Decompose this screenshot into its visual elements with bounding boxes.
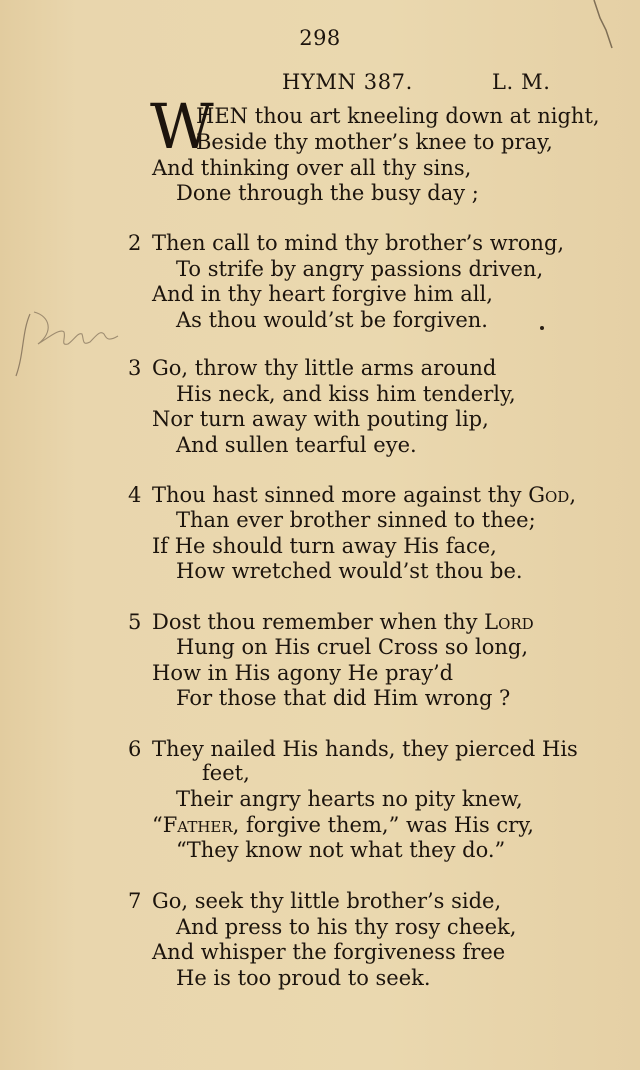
verse-number: 5: [128, 610, 142, 634]
verse-3-line-1: Go, throw thy little arms around: [152, 356, 497, 380]
verse-1-line-3: And thinking over all thy sins,: [152, 156, 472, 180]
verse-3-line-3: Nor turn away with pouting lip,: [152, 407, 489, 431]
page-number: 298: [299, 26, 341, 50]
verse-6-line-4: “They know not what they do.”: [176, 838, 506, 862]
page-corner-mark: [590, 0, 630, 60]
verse-3-line-4: And sullen tearful eye.: [176, 433, 417, 457]
verse-4-line-2: Than ever brother sinned to thee;: [176, 508, 536, 532]
verse-1-line-4: Done through the busy day ;: [176, 181, 479, 205]
verse-7-line-1: Go, seek thy little brother’s side,: [152, 889, 502, 913]
hymn-heading: HYMN 387.: [282, 70, 413, 94]
verse-6-line-1: They nailed His hands, they pierced His: [152, 737, 578, 761]
verse-number: 4: [128, 483, 142, 507]
verse-2-line-4: As thou would’st be forgiven.: [176, 308, 488, 332]
verse-5-line-1: Dost thou remember when thy Lord: [152, 610, 534, 634]
pencil-scribble-mark: [8, 302, 128, 382]
verse-5-line-4: For those that did Him wrong ?: [176, 686, 511, 710]
verse-7-line-2: And press to his thy rosy cheek,: [176, 915, 517, 939]
verse-7-line-4: He is too proud to seek.: [176, 966, 431, 990]
ink-dot: [540, 326, 544, 330]
verse-4-line-1: Thou hast sinned more against thy God,: [152, 483, 577, 507]
verse-1-line-2: Beside thy mother’s knee to pray,: [196, 130, 553, 154]
verse-2-line-3: And in thy heart forgive him all,: [152, 282, 493, 306]
verse-6-line-3: “Father, forgive them,” was His cry,: [152, 813, 534, 837]
verse-6-line-2: Their angry hearts no pity knew,: [176, 787, 523, 811]
verse-number: 2: [128, 231, 142, 255]
verse-number: 7: [128, 889, 142, 913]
hymn-meter: L. M.: [492, 70, 551, 94]
verse-7-line-3: And whisper the forgiveness free: [152, 940, 506, 964]
verse-2-line-2: To strife by angry passions driven,: [176, 257, 544, 281]
verse-2-line-1: Then call to mind thy brother’s wrong,: [152, 231, 565, 255]
verse-5-line-2: Hung on His cruel Cross so long,: [176, 635, 529, 659]
verse-5-line-3: How in His agony He pray’d: [152, 661, 454, 685]
verse-3-line-2: His neck, and kiss him tenderly,: [176, 382, 516, 406]
drop-cap: W: [150, 90, 214, 163]
verse-number: 3: [128, 356, 142, 380]
verse-4-line-3: If He should turn away His face,: [152, 534, 497, 558]
verse-number: 6: [128, 737, 142, 761]
verse-6-line-1-cont: feet,: [202, 761, 250, 785]
verse-4-line-4: How wretched would’st thou be.: [176, 559, 523, 583]
verse-1-line-1: HEN thou art kneeling down at night,: [196, 104, 600, 128]
